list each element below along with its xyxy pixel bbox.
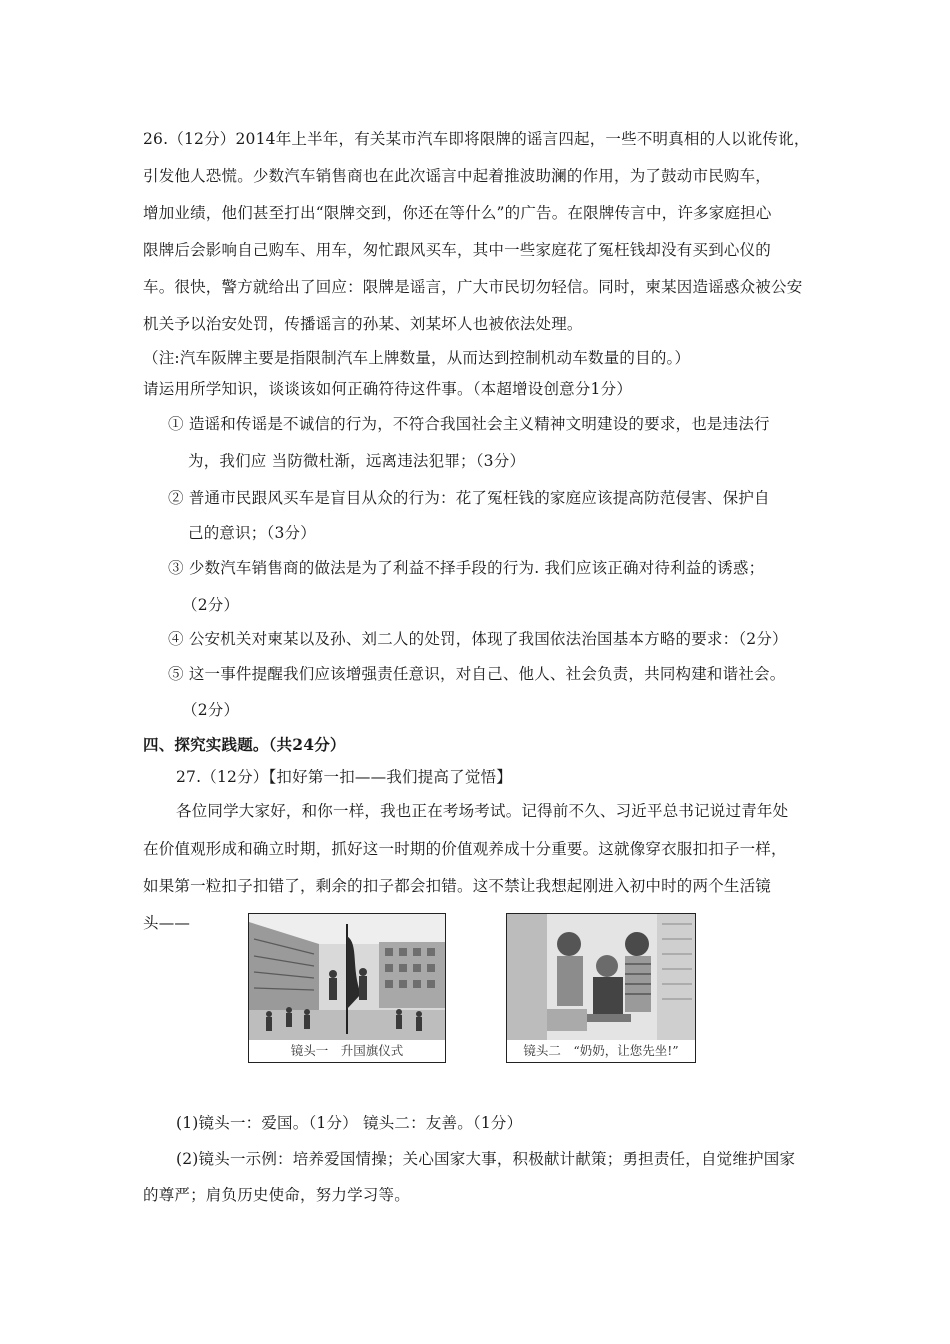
q26-answer-1a: ① 造谣和传谣是不诚信的行为，不符合我国社会主义精神文明建设的要求，也是违法行 [168,415,770,433]
q26-line-5: 车。很快，警方就给出了回应：限牌是谣言，广大市民切勿轻信。同时，柬某因造谣惑众被公安 [143,278,803,296]
q27-title: 27.（12分）【扣好第一扣——我们提高了觉悟】 [176,768,512,786]
photo-give-seat [506,913,696,1063]
q26-answer-5b: （2分） [182,701,240,719]
q26-answer-1b: 为，我们应 当防微杜渐，远离违法犯罪；（3分） [188,452,526,470]
q26-line-4: 限牌后会影响自己购车、用车，匆忙跟风买车，其中一些家庭花了冤枉钱却没有买到心仪的 [143,241,772,259]
q26-answer-2a: ② 普通市民跟风买车是盲目从众的行为：花了冤枉钱的家庭应该提高防范侵害、保护自 [168,489,770,507]
q27-answer-2b: 的尊严；肩负历史使命，努力学习等。 [143,1186,410,1204]
q27-line-3: 如果第一粒扣子扣错了，剩余的扣子都会扣错。这不禁让我想起刚进入初中时的两个生活镜 [143,877,772,895]
q26-answer-3b: （2分） [182,596,240,614]
photo-flag-raising [248,913,446,1063]
q26-answer-2b: 己的意识；（3分） [188,524,316,542]
q27-line-4: 头—— [143,914,191,932]
q27-line-1: 各位同学大家好，和你一样，我也正在考场考试。记得前不久、习近平总书记说过青年处 [176,802,789,820]
q26-note: （注:汽车阪牌主要是指限制汽车上牌数量，从而达到控制机动车数量的目的。） [143,349,691,367]
q26-answer-5a: ⑤ 这一事件提醒我们应该增强责任意识，对自己、他人、社会负责，共同构建和谐社会。 [168,665,786,683]
q26-line-6: 机关予以治安处罚，传播谣言的孙某、刘某坏人也被依法处理。 [143,315,583,333]
flag-raising-illustration [249,914,445,1040]
q26-prompt: 请运用所学知识，谈谈该如何正确符待这件事。（本超增设创意分1分） [143,380,633,398]
q26-line-3: 增加业绩，他们甚至打出“限牌交到，你还在等什么”的广告。在限牌传言中，许多家庭担心 [143,204,772,222]
q27-answer-1: (1)镜头一：爱国。（1分） 镜头二：友善。（1分） [176,1114,523,1132]
q27-answer-2a: (2)镜头一示例：培养爱国情操；关心国家大事，积极献计献策；勇担责任，自觉维护国家 [176,1150,796,1168]
photo2-caption: 镜头二 “奶奶，让您先坐!” [507,1040,695,1062]
give-seat-illustration [507,914,695,1040]
q26-line-1: 26.（12分）2014年上半年，有关某市汽车即将限牌的谣言四起，一些不明真相的人以讹传讹， [143,130,810,148]
section-heading: 四、探究实践题。（共24分） [143,735,346,754]
photo1-caption: 镜头一 升国旗仪式 [249,1040,445,1062]
q26-line-2: 引发他人恐慌。少数汽车销售商也在此次谣言中起着推波助澜的作用，为了鼓动市民购车， [143,167,772,185]
q26-answer-3a: ③ 少数汽车销售商的做法是为了利益不择手段的行为. 我们应该正确对待利益的诱惑； [168,559,765,577]
q27-line-2: 在价值观形成和确立时期，抓好这一时期的价值观养成十分重要。这就像穿衣服扣扣子一样， [143,840,787,858]
q26-answer-4: ④ 公安机关对柬某以及孙、刘二人的处罚，体现了我国依法治国基本方略的要求：（2分） [168,630,788,648]
